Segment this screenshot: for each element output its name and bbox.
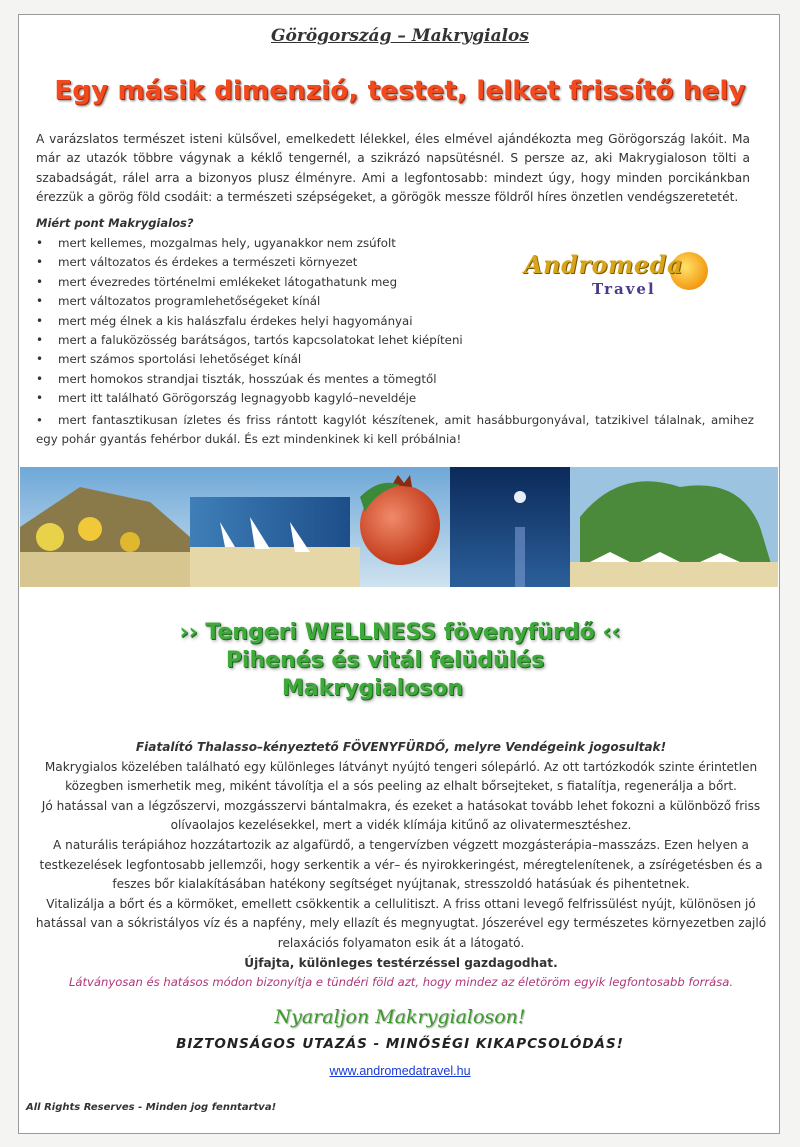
banner-collage: [20, 467, 778, 587]
list-item: • mert számos sportolási lehetőséget kínál: [36, 350, 496, 369]
wellness-line-1: ›› Tengeri WELLNESS fövenyfürdő ‹‹: [179, 620, 621, 645]
night-sea-shape: [450, 467, 570, 587]
intro-paragraph: A varázslatos természet isteni külsővel, emelkedett lélekkel, éles elmével ajándékozta meg Görögország lakóit. Ma már az utazók többre vágynak a kéklő tengernél, a szikrázó napsütésnél. S persze az, aki Makrygialoson tölti a szabadságát, rálel arra a bizonyos plusz élményre. Ami a legfontosabb: mindezt úgy, hogy minden porcikánkban érezzük a görög föld csodáit: a természeti szépségeket, a görögök messze földről híres önzetlen vendégszeretetét.: [36, 132, 750, 204]
list-item: • mert évezredes történelmi emlékeket látogathatunk meg: [36, 273, 496, 292]
closing-slogan: Nyaraljon Makrygialoson!: [274, 1006, 526, 1028]
umbrella-shape: [36, 523, 64, 551]
wellness-body: [30, 738, 772, 993]
list-item: • mert a faluközösség barátságos, tartós kapcsolatokat lehet kiépíteni: [36, 331, 496, 350]
bullet-icon: •: [36, 413, 43, 427]
sand-shape: [190, 547, 360, 587]
photo-banner: [20, 467, 778, 587]
list-item: • mert itt található Görögország legnagyobb kagyló–neveldéje: [36, 389, 496, 408]
umbrella-shape: [120, 532, 140, 552]
wellness-line-2: Pihenés és vitál felüdülés: [225, 648, 545, 673]
sand-shape: [570, 562, 778, 587]
website-link[interactable]: www.andromedatravel.hu: [329, 1064, 471, 1078]
list-item: • mert még élnek a kis halászfalu érdekes helyi hagyományai: [36, 312, 496, 331]
list-item: • mert változatos programlehetőségeket kínál: [36, 292, 496, 311]
body-paragraph: Makrygialos közelében található egy különleges látványt nyújtó tengeri sólepárló. Az ott tartózkodók szinte érintetlen közegben ismerhetik meg, miként távolítja el a sós peeling az elhalt bőrsejteket, s fiatalítja, regenerálja a bőrt.: [44, 759, 758, 794]
moon-shape: [514, 491, 526, 503]
body-paragraph: A naturális terápiához hozzátartozik az algafürdő, a tengervízben végzett mozgásterápia–masszázs. Ezen helyen a testkezelések legfontosabb jellemzői, hogy serkentik a vér– és nyirokkeringést, méregtelenítenek, a zsírégetésben és a feszes bőr kialakításában hatékony segítséget nyújtanak, stresszoldó hatásúak és pihentetnek.: [39, 837, 763, 892]
logo-sub: Travel: [592, 280, 656, 298]
body-paragraph: Vitalizálja a bőrt és a körmöket, emellett csökkentik a cellulitiszt. A friss ottani levegő felfrissülést nyújt, különösen jó hatással van a sókristályos víz és a napfény, mely ellazít és megnyugtat. Jószerével egy természetes környezetben zajló relaxációs folyamaton esik át a látogató.: [35, 896, 767, 950]
body-tagline: Látványosan és hatásos módon bizonyítja e tündéri föld azt, hogy mindez az életöröm egyik legfontosabb forrása.: [68, 975, 734, 990]
body-paragraph: Jó hatással van a légzőszervi, mozgásszervi bántalmakra, és ezeket a hatásokat tovább lehet fokozni a különböző friss olívaolajos kezelésekkel, mert a vidék klímája kitűnő az olivatermesztéshez.: [41, 798, 761, 833]
rights-notice: All Rights Reserves - Minden jog fenntartva!: [26, 1102, 277, 1113]
body-title: Fiatalító Thalasso–kényeztető FÖVENYFÜRDŐ, melyre Vendégeink jogosultak!: [135, 740, 667, 754]
logo-name: Andromeda: [524, 250, 683, 279]
list-item-last: [36, 411, 754, 450]
list-item: • mert változatos és érdekes a természeti környezet: [36, 253, 496, 272]
andromeda-travel-logo: [520, 246, 720, 306]
why-heading: Miért pont Makrygialos?: [36, 216, 194, 230]
headline: Egy másik dimenzió, testet, lelket frissítő hely: [54, 76, 746, 106]
page-title: Görögország – Makrygialos: [271, 26, 529, 46]
body-paragraph: Újfajta, különleges testérzéssel gazdagodhat.: [244, 955, 558, 970]
reasons-list: [36, 234, 496, 409]
closing-motto: BIZTONSÁGOS UTAZÁS - MINŐSÉGI KIKAPCSOLÓDÁS!: [176, 1036, 624, 1052]
umbrella-shape: [78, 517, 102, 541]
moon-reflection: [515, 527, 525, 587]
sand-shape: [20, 552, 200, 587]
list-item: • mert kellemes, mozgalmas hely, ugyanakkor nem zsúfolt: [36, 234, 496, 253]
list-item-text: mert fantasztikusan ízletes és friss rántott kagylót készítenek, amit hasábburgonyával, tatzikivel tálalnak, amihez egy pohár gyantás fehérbor dukál. És ezt mindenkinek ki kell próbálnia!: [36, 413, 754, 447]
wellness-line-3: Makrygialoson: [281, 676, 464, 701]
list-item: • mert homokos strandjai tiszták, hosszúak és mentes a tömegtől: [36, 370, 496, 389]
